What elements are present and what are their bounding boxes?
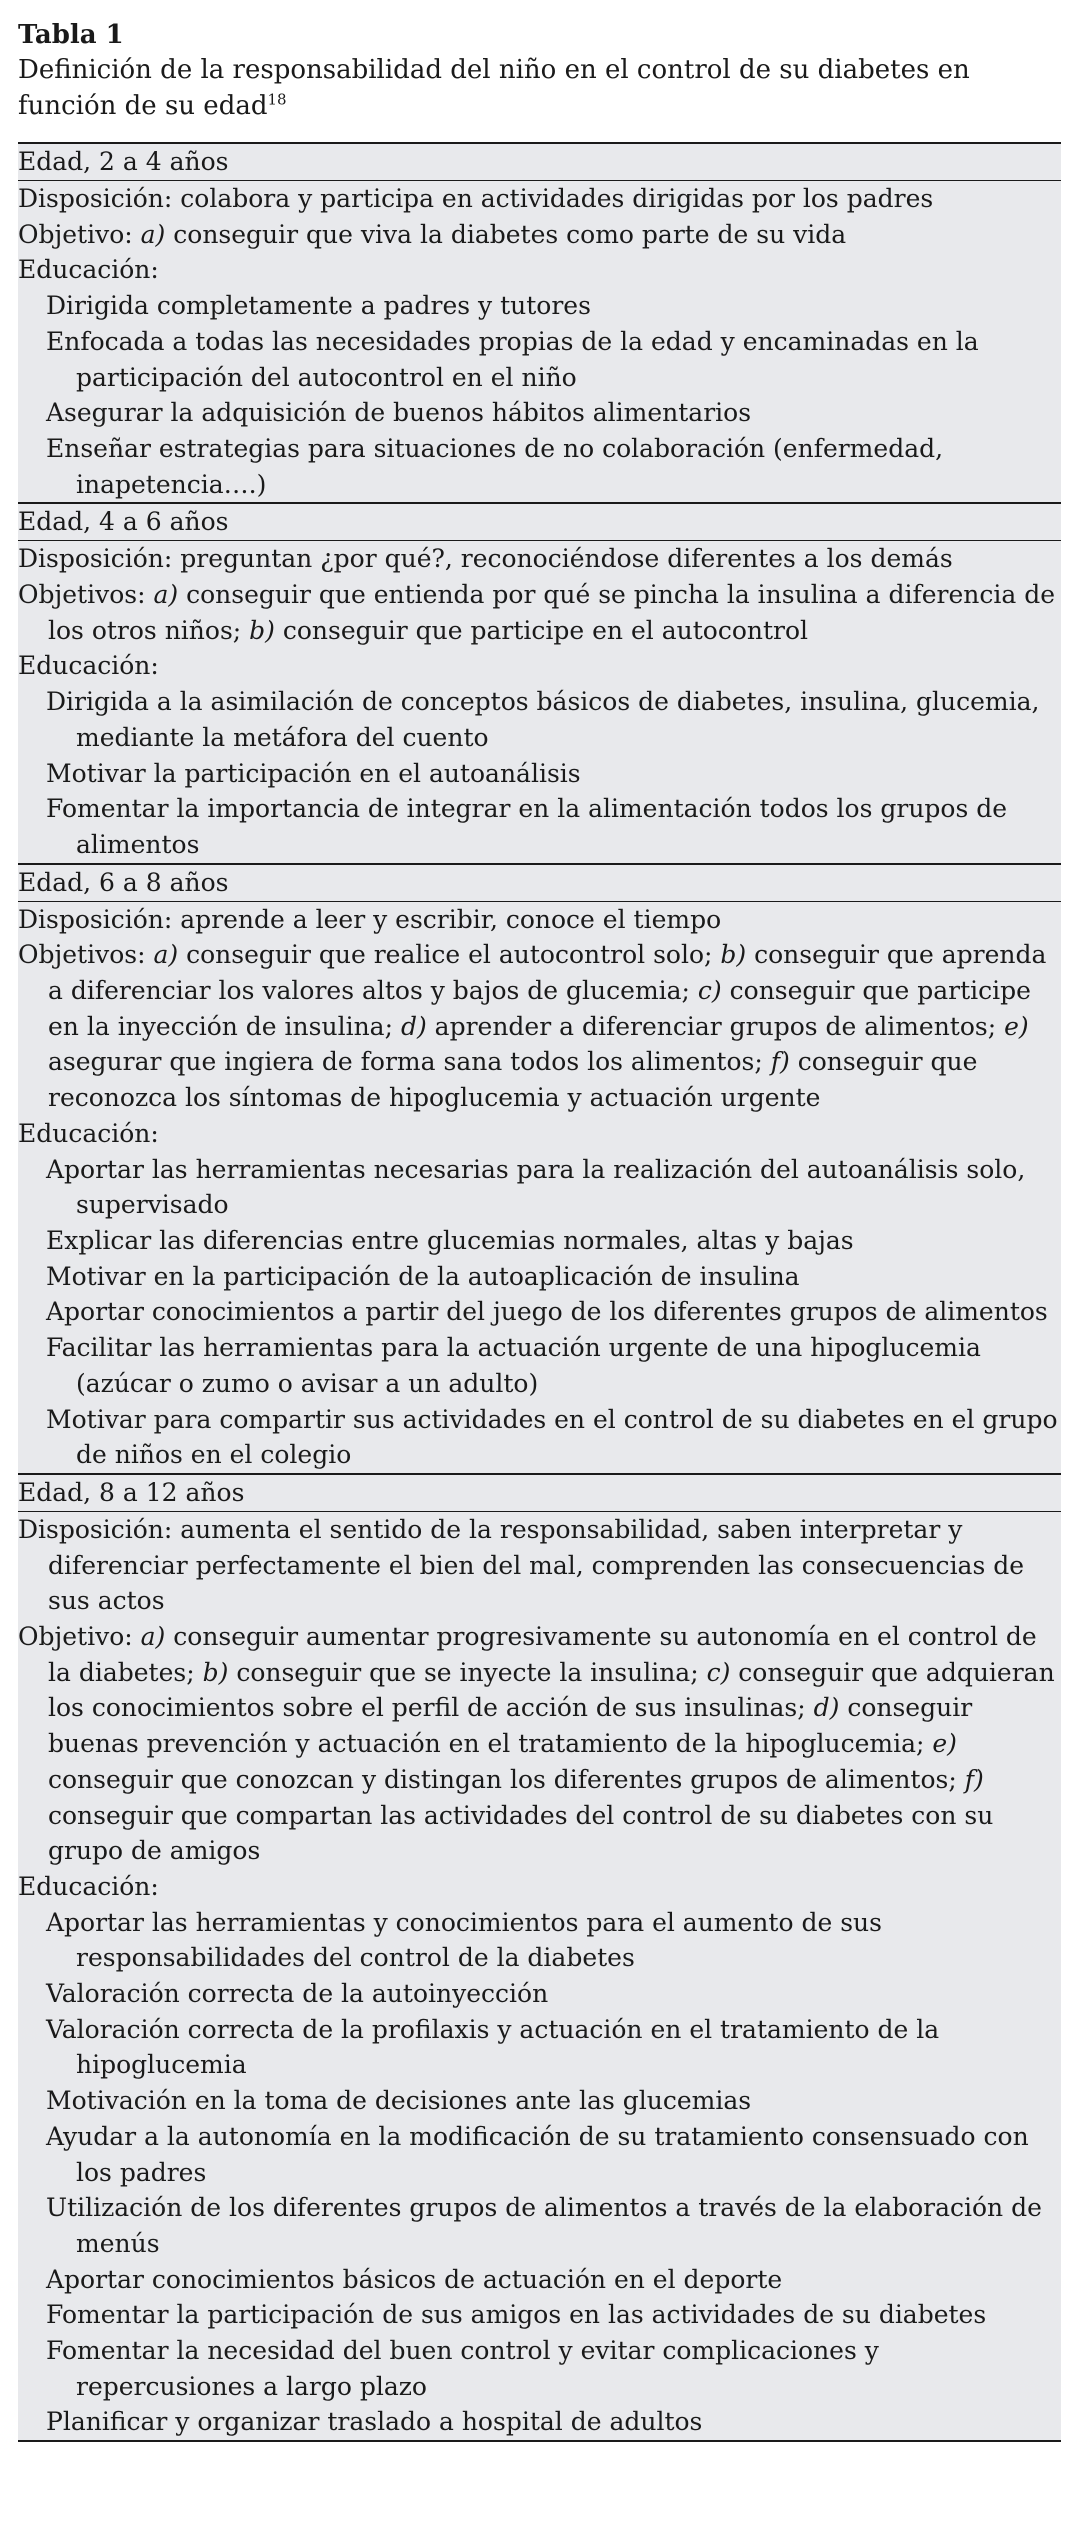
table-body	[18, 143, 1061, 2441]
section-body-row	[18, 181, 1061, 504]
objetivo-text: conseguir que participe en la inyección de insulina;	[48, 976, 1031, 1041]
objetivo-marker: c)	[706, 1657, 731, 1687]
educacion-label: Educación:	[18, 651, 159, 681]
objetivo-marker: b)	[249, 615, 275, 645]
objetivo-text: aprender a diferenciar grupos de alimentos;	[434, 1011, 997, 1041]
educacion-label: Educación:	[18, 1871, 159, 1901]
age-heading: Edad, 8 a 12 años	[18, 1474, 1061, 1512]
section-body-row	[18, 901, 1061, 1474]
objetivo-marker: c)	[697, 976, 722, 1006]
objetivo-text: conseguir que se inyecte la insulina;	[236, 1657, 699, 1687]
objetivo-marker: a)	[153, 580, 179, 610]
objetivo-text: conseguir que realice el autocontrol solo;	[186, 940, 713, 970]
disposicion-text: aumenta el sentido de la responsabilidad, saben interpretar y diferenciar perfectamente el bien del mal, comprenden las consecuencias de sus actos	[48, 1514, 1025, 1616]
section-body-row	[18, 1511, 1061, 2441]
objetivo-text: conseguir que conozcan y distingan los diferentes grupos de alimentos;	[48, 1764, 957, 1794]
educacion-item: Asegurar la adquisición de buenos hábitos alimentarios	[46, 398, 752, 428]
objetivo-text: conseguir que aprenda a diferenciar los valores altos y bajos de glucemia;	[48, 940, 1047, 1006]
educacion-item: Aportar conocimientos básicos de actuación en el deporte	[46, 2264, 783, 2294]
objetivo-row	[18, 937, 1061, 1116]
objetivo-marker: e)	[932, 1729, 957, 1759]
disposicion-label: Disposición:	[18, 184, 173, 213]
age-heading: Edad, 6 a 8 años	[18, 864, 1061, 902]
disposicion-row	[18, 181, 1061, 217]
section-content	[18, 1511, 1061, 2441]
disposicion-text: aprende a leer y escribir, conoce el tiempo	[180, 904, 722, 934]
section-heading-row	[18, 143, 1061, 181]
educacion-item: Ayudar a la autonomía en la modificación de su tratamiento consensuado con los padres	[46, 2121, 1029, 2187]
table-title	[18, 52, 1061, 124]
responsibility-table	[18, 142, 1061, 2442]
objetivo-row	[18, 577, 1061, 648]
educacion-item: Enfocada a todas las necesidades propias de la edad y encaminadas en la participación del autocontrol en el niño	[46, 326, 979, 392]
educacion-item: Aportar las herramientas y conocimientos para el aumento de sus responsabilidades del control de la diabetes	[46, 1907, 882, 1973]
objetivo-marker: a)	[153, 940, 179, 970]
objetivo-marker: f)	[964, 1764, 984, 1794]
objetivo-text: conseguir que participe en el autocontrol	[282, 615, 809, 645]
objetivo-text: conseguir aumentar progresivamente su autonomía en el control de la diabetes;	[48, 1622, 1037, 1687]
section-content	[18, 181, 1061, 504]
objetivo-marker: b)	[720, 940, 747, 970]
objetivo-label: Objetivos:	[18, 580, 146, 610]
objetivo-text: conseguir que viva la diabetes como parte de su vida	[173, 219, 847, 249]
section-heading-row	[18, 1474, 1061, 1512]
objetivo-marker: b)	[202, 1657, 229, 1687]
educacion-item: Enseñar estrategias para situaciones de no colaboración (enfermedad, inapetencia….)	[46, 433, 944, 499]
table-caption	[18, 18, 1061, 124]
disposicion-text: preguntan ¿por qué?, reconociéndose diferentes a los demás	[180, 544, 953, 574]
educacion-item: Motivar en la participación de la autoaplicación de insulina	[46, 1261, 800, 1291]
objetivo-row	[18, 1619, 1061, 1869]
age-heading: Edad, 4 a 6 años	[18, 503, 1061, 541]
section-content	[18, 541, 1061, 864]
educacion-item: Motivar para compartir sus actividades en el control de su diabetes en el grupo de niños en el colegio	[46, 1404, 1058, 1470]
objetivo-label: Objetivo:	[18, 219, 133, 249]
educacion-item: Dirigida a la asimilación de conceptos básicos de diabetes, insulina, glucemia, mediante la metáfora del cuento	[46, 687, 1040, 752]
educacion-item: Motivación en la toma de decisiones ante las glucemias	[46, 2086, 752, 2116]
table-title-text: Definición de la responsabilidad del niño en el control de su diabetes en función de su edad	[18, 55, 970, 121]
reference-number: 18	[267, 90, 287, 109]
disposicion-text: colabora y participa en actividades dirigidas por los padres	[180, 184, 934, 213]
objetivo-text: conseguir que entienda por qué se pincha la insulina a diferencia de los otros niños;	[48, 580, 1056, 645]
table-label: Tabla 1	[18, 20, 124, 50]
objetivo-label: Objetivos:	[18, 940, 146, 970]
objetivo-marker: a)	[140, 1622, 166, 1652]
objetivo-marker: d)	[813, 1693, 840, 1723]
educacion-item: Motivar la participación en el autoanálisis	[46, 758, 581, 788]
objetivo-text: asegurar que ingiera de forma sana todos los alimentos;	[48, 1047, 763, 1077]
educacion-item: Explicar las diferencias entre glucemias normales, altas y bajas	[46, 1225, 854, 1255]
educacion-label: Educación:	[18, 1118, 159, 1148]
educacion-item: Fomentar la participación de sus amigos en las actividades de su diabetes	[46, 2300, 987, 2330]
objetivo-row	[18, 217, 1061, 253]
objetivo-text: conseguir que reconozca los síntomas de hipoglucemia y actuación urgente	[48, 1047, 978, 1113]
educacion-item: Valoración correcta de la autoinyección	[46, 1979, 549, 2009]
objetivo-label: Objetivo:	[18, 1622, 133, 1652]
objetivo-marker: d)	[400, 1011, 427, 1041]
disposicion-row	[18, 902, 1061, 938]
section-content	[18, 901, 1061, 1474]
objetivo-marker: e)	[1004, 1011, 1029, 1041]
educacion-label: Educación:	[18, 255, 159, 285]
section-heading-row	[18, 864, 1061, 902]
objetivo-text: conseguir que compartan las actividades del control de su diabetes con su grupo de amigos	[48, 1800, 994, 1866]
educacion-item: Aportar las herramientas necesarias para la realización del autoanálisis solo, supervisado	[46, 1154, 1026, 1220]
educacion-item: Dirigida completamente a padres y tutores	[46, 291, 591, 321]
disposicion-label: Disposición:	[18, 544, 173, 574]
objetivo-marker: f)	[770, 1047, 790, 1077]
disposicion-label: Disposición:	[18, 904, 173, 934]
educacion-item: Utilización de los diferentes grupos de alimentos a través de la elaboración de menús	[46, 2193, 1042, 2258]
educacion-item: Fomentar la importancia de integrar en la alimentación todos los grupos de alimentos	[46, 794, 1008, 859]
section-heading-row	[18, 503, 1061, 541]
educacion-item: Fomentar la necesidad del buen control y evitar complicaciones y repercusiones a largo plazo	[46, 2336, 879, 2401]
educacion-item: Valoración correcta de la profilaxis y actuación en el tratamiento de la hipoglucemia	[46, 2014, 940, 2080]
educacion-item: Aportar conocimientos a partir del juego de los diferentes grupos de alimentos	[46, 1297, 1048, 1327]
age-heading: Edad, 2 a 4 años	[18, 143, 1061, 181]
educacion-item: Facilitar las herramientas para la actuación urgente de una hipoglucemia (azúcar o zumo o avisar a un adulto)	[46, 1333, 981, 1398]
disposicion-label: Disposición:	[18, 1514, 173, 1544]
objetivo-marker: a)	[140, 219, 166, 249]
disposicion-row	[18, 1512, 1061, 1619]
objetivo-text: conseguir buenas prevención y actuación en el tratamiento de la hipoglucemia;	[48, 1693, 973, 1759]
objetivo-text: conseguir que adquieran los conocimientos sobre el perfil de acción de sus insulinas;	[48, 1657, 1055, 1723]
disposicion-row	[18, 541, 1061, 577]
educacion-item: Planificar y organizar traslado a hospital de adultos	[46, 2407, 703, 2437]
section-body-row	[18, 541, 1061, 864]
